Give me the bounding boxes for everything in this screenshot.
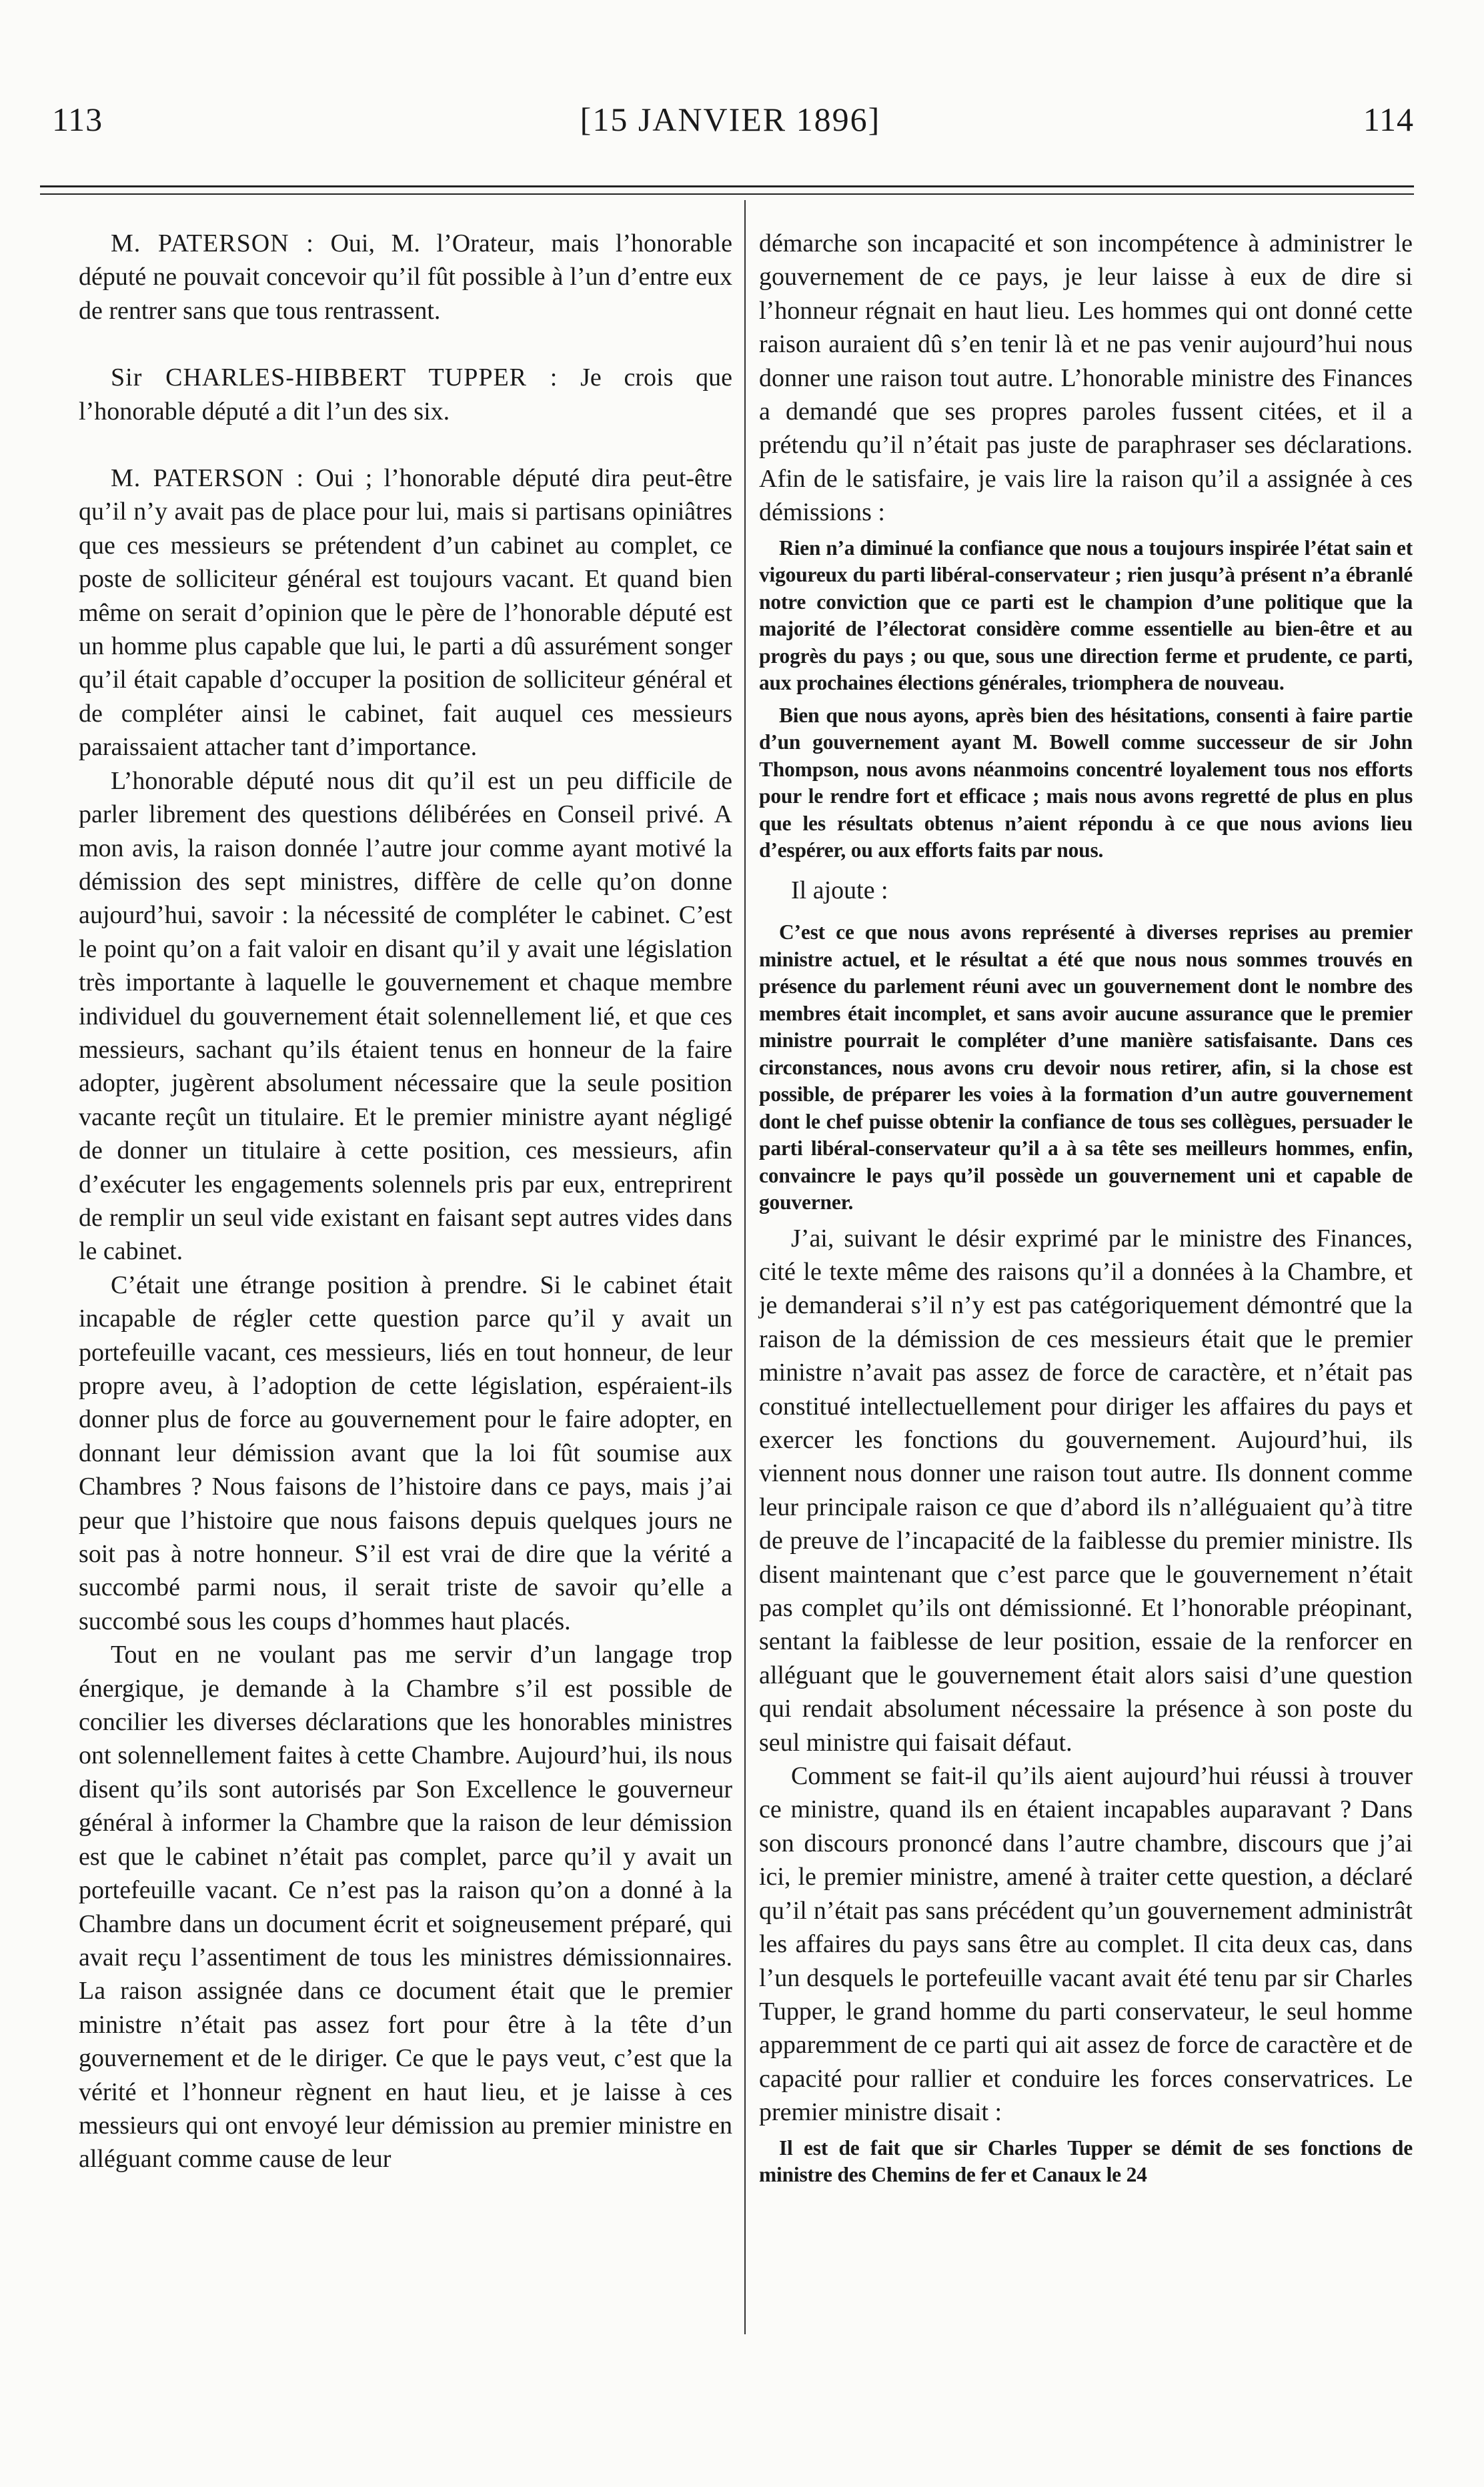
- paragraph: démarche son incapacité et son incompétence à administrer le gouvernement de ce pays, je leur laisse à eux de dire si l’honneur régnait en haut lieu. Les hommes qui ont donné cette raison auraient dû s’en tenir là et ne pas venir aujourd’hui nous donner une raison tout autre. L’honorable ministre des Finances a demandé que ses propres paroles fussent citées, et il a prétendu qu’il n’était pas juste de paraphraser ses déclarations. Afin de le satisfaire, je vais lire la raison qu’il a assignée à ces démissions :: [759, 229, 1413, 527]
- speaker-name: M. PATERSON :: [111, 229, 314, 257]
- column-divider: [744, 200, 746, 2334]
- header-rule-top: [40, 185, 1414, 187]
- header-rule-bottom: [40, 193, 1414, 195]
- page-number-left: 113: [52, 101, 103, 138]
- paragraph: [79, 462, 732, 764]
- paragraph: C’était une étrange position à prendre. Si le cabinet était incapable de régler cette question parce qu’il y avait un portefeuille vacant, ces messieurs, liés en tout honneur, de leur propre aveu, à l’adoption de cette législation, espéraient-ils donner plus de force au gouvernement pour le faire adopter, en donnant leur démission avant que la loi fût soumise aux Chambres ? Nous faisons de l’histoire dans ce pays, mais j’ai peur que l’histoire que nous faisons depuis quelques jours ne soit pas à notre honneur. S’il est vrai de dire que la vérité a succombé parmi nous, il serait triste de savoir qu’elle a succombé sous les coups d’hommes haut placés.: [79, 1271, 732, 1635]
- paragraph: [79, 361, 732, 428]
- paragraph: L’honorable député nous dit qu’il est un peu difficile de parler librement des questions délibérées en Conseil privé. A mon avis, la raison donnée l’autre jour comme ayant motivé la démission des sept ministres, diffère de celle qu’on donne aujourd’hui, savoir : la nécessité de compléter le cabinet. C’est le point qu’on a fait valoir en disant qu’il y avait une législation très importante à laquelle le gouvernement et chaque membre individuel du gouvernement était solennellement lié, et que ces messieurs, sachant qu’ils étaient tenus en honneur de la faire adopter, jugèrent absolument nécessaire que la seule position vacante reçût un titulaire. Et le premier ministre ayant négligé de donner un titulaire à cette position, ces messieurs, afin d’exécuter les engagements solennels pris par eux, entreprirent de remplir un seul vide existant en faisant sept autres vides dans le cabinet.: [79, 766, 732, 1266]
- quotation: Rien n’a diminué la confiance que nous a toujours inspirée l’état sain et vigoureux du parti libéral-conservateur ; rien jusqu’à présent n’a ébranlé notre conviction que ce parti est le champion d’une politique que la majorité de l’électorat considère comme essentielle au bien-être et au progrès du pays ; ou que, sous une direction ferme et prudente, ce parti, aux prochaines élections générales, triomphera de nouveau.: [759, 536, 1413, 695]
- paragraph: Comment se fait-il qu’ils aient aujourd’hui réussi à trouver ce ministre, quand ils en étaient incapables auparavant ? Dans son discours prononcé dans l’autre chambre, discours que j’ai ici, le premier ministre, amené à traiter cette question, a déclaré qu’il n’était pas sans précédent qu’un gouvernement administrât les affaires du pays sans être au complet. Il cita deux cas, dans l’un desquels le portefeuille vacant avait été tenu par sir Charles Tupper, le grand homme du parti conservateur, le seul homme apparemment de ce parti qui ait assez de force de caractère et de capacité pour rallier et conduire les forces conservatrices. Le premier ministre disait :: [759, 1762, 1413, 2127]
- page-number-right: 114: [1363, 101, 1414, 138]
- paragraph-text: Oui ; l’honorable député dira peut-être qu’il n’y avait pas de place pour lui, mais si partisans opiniâtres que ces messieurs se prétendent d’un cabinet au complet, ce poste de solliciteur général est toujours vacant. Et quand bien même on serait d’opinion que le père de l’honorable député est un homme plus capable que lui, le parti a dû assurément songer qu’il était capable d’occuper la position de solliciteur général et de compléter ainsi le cabinet, fait auquel ces messieurs paraissaient attacher tant d’importance.: [79, 464, 732, 762]
- paragraph: Il ajoute :: [791, 876, 888, 904]
- speaker-name: M. PATERSON :: [111, 464, 305, 493]
- page-date: [15 JANVIER 1896]: [580, 101, 881, 138]
- paragraph-text: Oui, M. l’Orateur, mais l’honorable député ne pouvait concevoir qu’il fût possible à l’un d’entre eux de rentrer sans que tous rentrassent.: [79, 229, 732, 325]
- speaker-name: Sir CHARLES-HIBBERT TUPPER :: [111, 363, 558, 392]
- quotation: C’est ce que nous avons représenté à diverses reprises au premier ministre actuel, et le résultat a été que nous nous sommes trouvés en présence du parlement réuni avec un gouvernement dont le nombre des membres était incomplet, et sans avoir aucune assurance que le premier ministre pourrait le compléter d’une manière satisfaisante. Dans ces circonstances, nous avons cru devoir nous retirer, afin, si la chose est possible, de préparer les voies à la formation d’un autre gouvernement dont le chef puisse obtenir la confiance de tous ses collègues, persuader le parti libéral-conservateur qu’il a à sa tête ses meilleurs hommes, enfin, convaincre le pays qu’il possède un gouvernement uni et capable de gouverner.: [759, 920, 1413, 1214]
- paragraph: Tout en ne voulant pas me servir d’un langage trop énergique, je demande à la Chambre s’il est possible de concilier les diverses déclarations que les honorables ministres ont solennellement faites à cette Chambre. Aujourd’hui, ils nous disent qu’ils sont autorisés par Son Excellence le gouverneur général à informer la Chambre que la raison de leur démission est que le cabinet n’était pas complet, parce qu’il y avait un portefeuille vacant. Ce n’est pas la raison qu’on a donné à la Chambre dans un document écrit et soigneusement préparé, qui avait reçu l’assentiment de tous les ministres démissionnaires. La raison assignée dans ce document était que le premier ministre n’était pas assez fort pour être à la tête d’un gouvernement et de le diriger. Ce que le pays veut, c’est que la vérité et l’honneur règnent en haut lieu, et je laisse à ces messieurs qui ont envoyé leur démission au premier ministre en alléguant comme cause de leur: [79, 1641, 732, 2174]
- left-column: [79, 227, 732, 2176]
- page-header: [47, 100, 1414, 147]
- quotation: Il est de fait que sir Charles Tupper se démit de ses fonctions de ministre des Chemins de fer et Canaux le 24: [759, 2136, 1413, 2187]
- quotation: Bien que nous ayons, après bien des hésitations, consenti à faire partie d’un gouvernement ayant M. Bowell comme successeur de sir John Thompson, nous avons néanmoins concentré loyalement tous nos efforts pour le rendre fort et efficace ; mais nous avons regretté de plus en plus que les résultats obtenus n’aient répondu à ce que nous avions lieu d’espérer, ou aux efforts faits par nous.: [759, 703, 1413, 862]
- right-column: [759, 227, 1413, 2194]
- paragraph: J’ai, suivant le désir exprimé par le ministre des Finances, cité le texte même des raisons qu’il a données à la Chambre, et je demanderai s’il n’y est pas catégoriquement démontré que la raison de la démission de ces messieurs était que le premier ministre n’avait pas assez de force de caractère, et n’était pas constitué intellectuellement pour diriger les affaires du pays et exercer les fonctions du gouvernement. Aujourd’hui, ils viennent nous donner une raison tout autre. Ils donnent comme leur principale raison ce que d’abord ils n’alléguaient qu’à titre de preuve de l’incapacité de la faiblesse du premier ministre. Ils disent maintenant que c’est parce que le gouvernement n’était pas complet qu’ils ont démissionné. Et l’honorable préopinant, sentant la faiblesse de leur position, essaie de la renforcer en alléguant que le gouvernement était alors saisi d’une question qui rendait absolument nécessaire la présence à son poste du seul ministre qui faisait défaut.: [759, 1224, 1413, 1757]
- paragraph: [79, 227, 732, 327]
- paragraph-text: Je crois que l’honorable député a dit l’un des six.: [79, 363, 732, 426]
